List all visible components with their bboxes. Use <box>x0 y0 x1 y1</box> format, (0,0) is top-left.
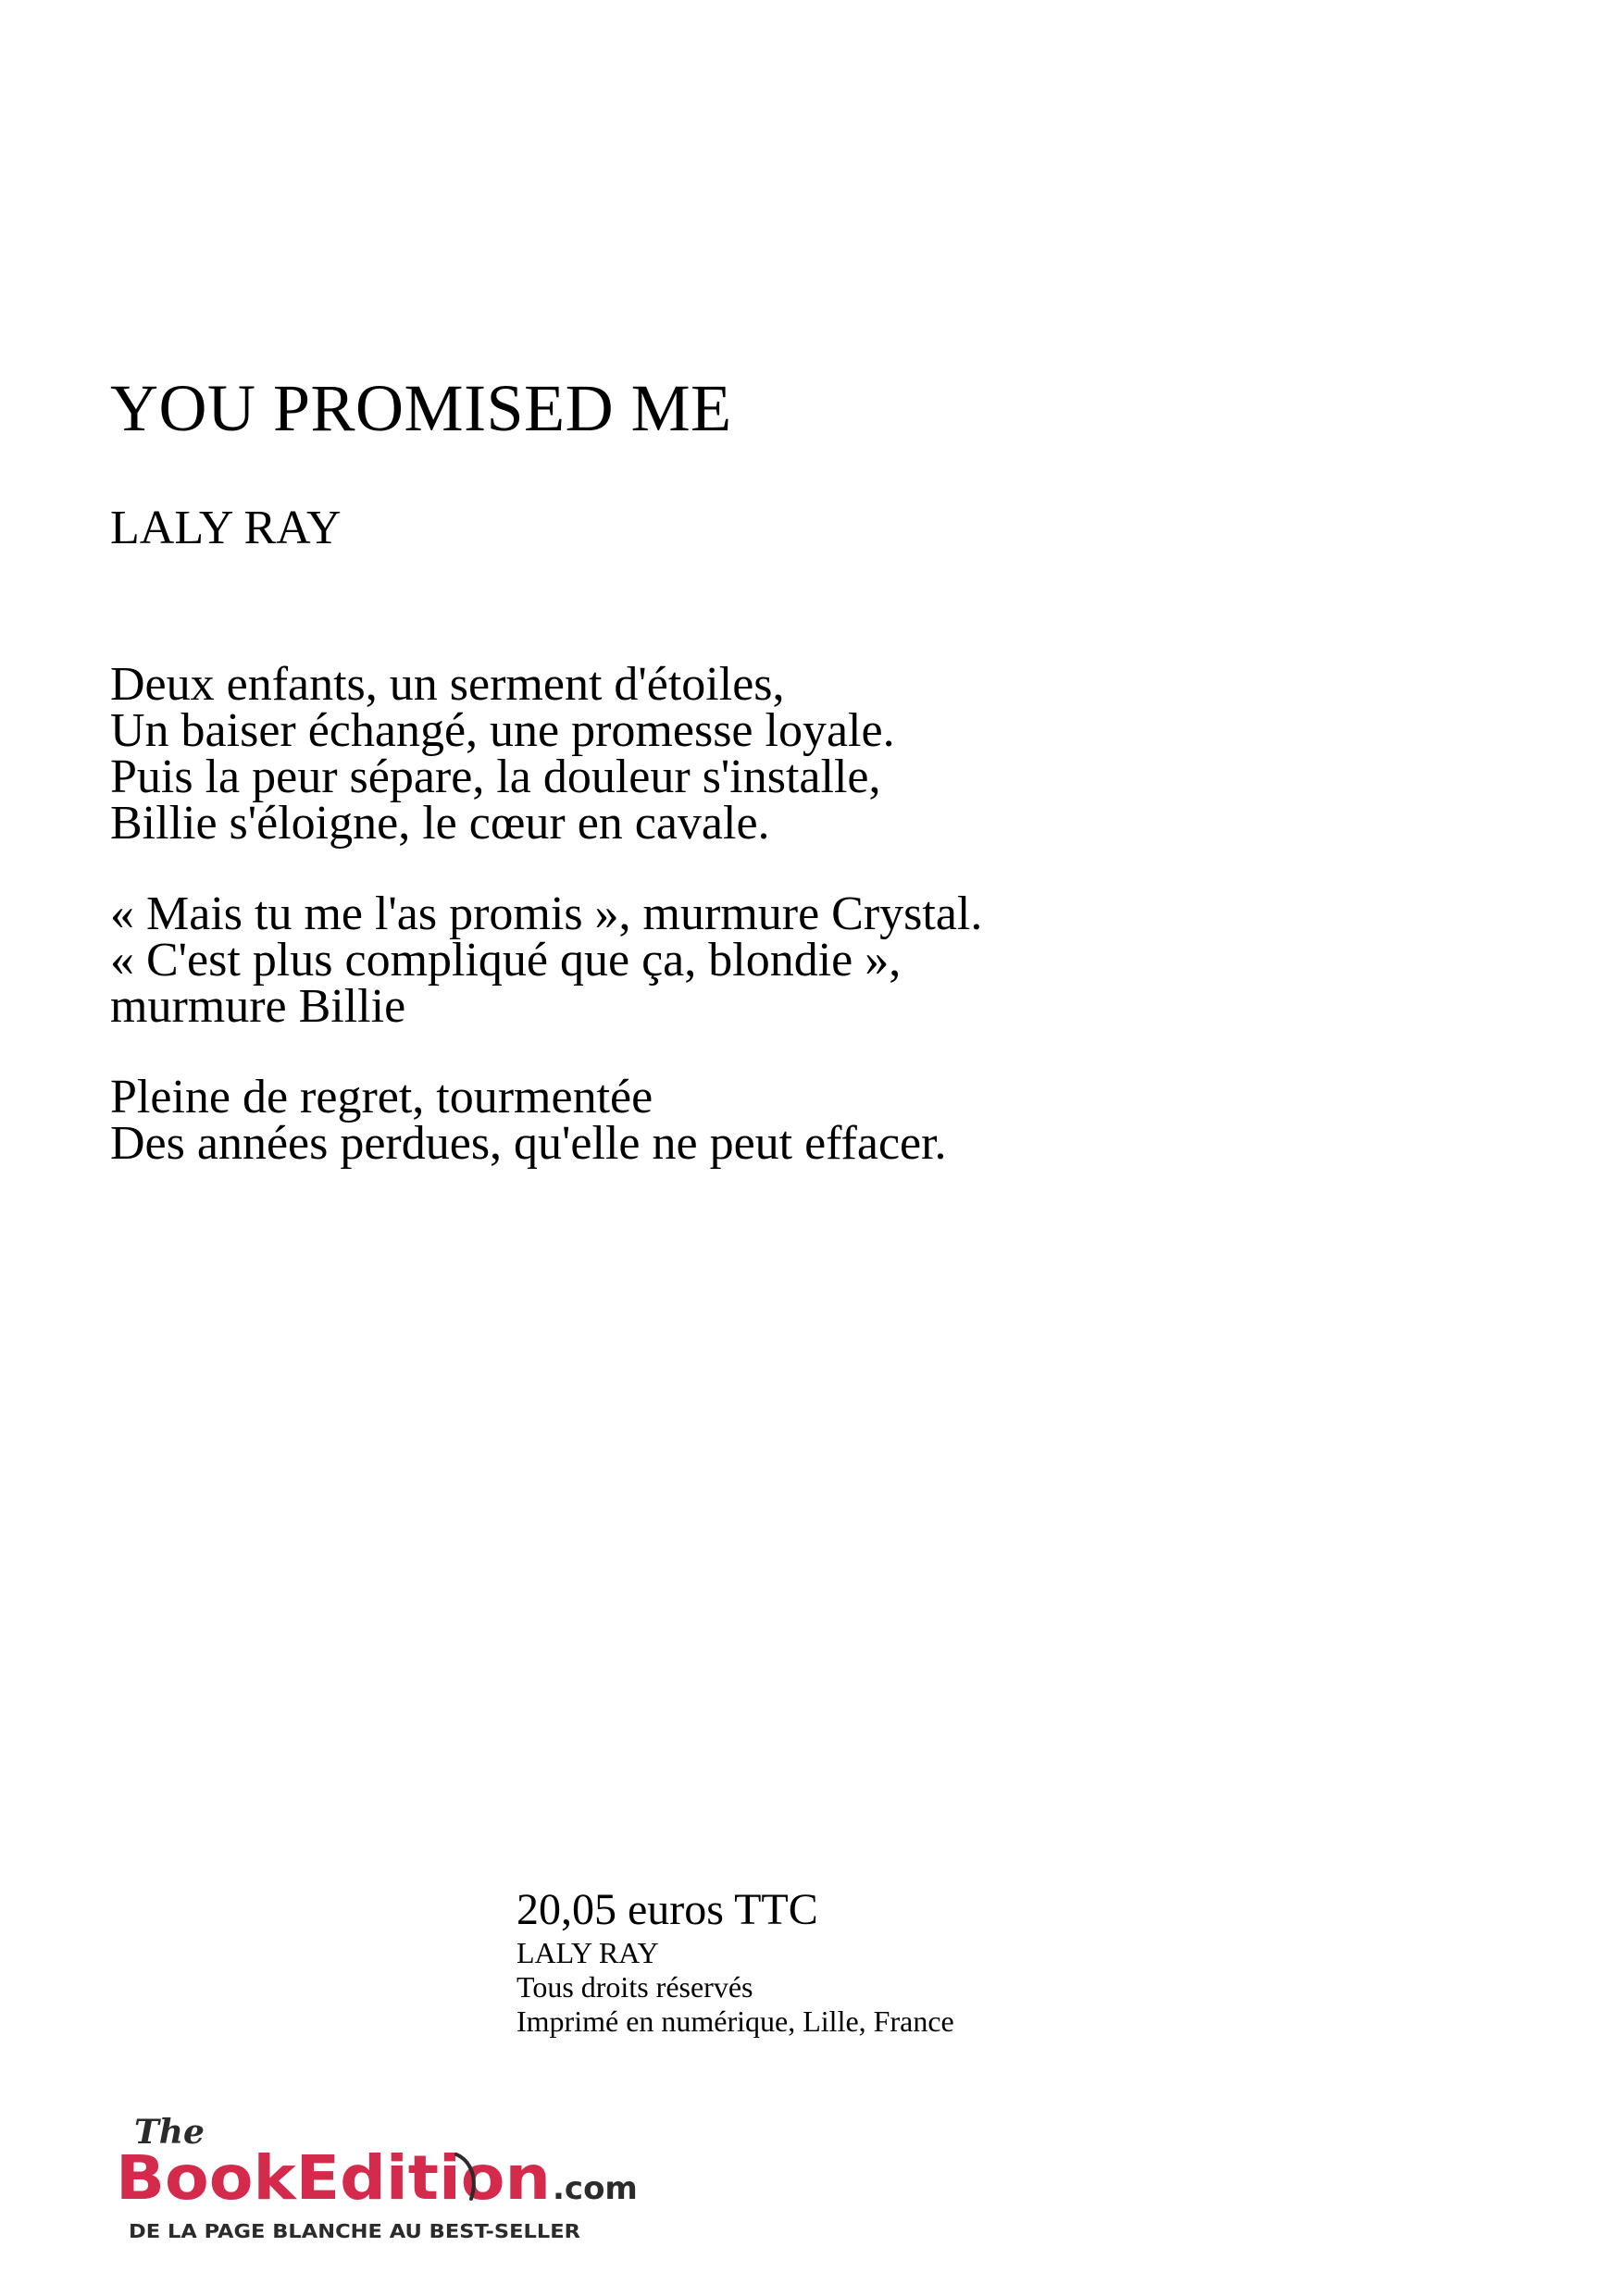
poem-line: Un baiser échangé, une promesse loyale. <box>110 704 895 757</box>
print-location: Imprimé en numérique, Lille, France <box>517 2004 954 2038</box>
poem-stanza <box>110 658 1499 850</box>
poem-line: murmure Billie <box>110 980 406 1033</box>
logo-domain: .com <box>553 2170 638 2207</box>
poem <box>110 658 1499 1211</box>
colophon-author: LALY RAY <box>517 1936 659 1969</box>
poem-line: Pleine de regret, tourmentée <box>110 1071 653 1123</box>
bookedition-logo <box>116 2108 653 2247</box>
poem-stanza <box>110 1071 1499 1170</box>
logo-tagline: DE LA PAGE BLANCHE AU BEST-SELLER <box>129 2220 580 2242</box>
logo-the: The <box>134 2113 205 2152</box>
poem-line: « Mais tu me l'as promis », murmure Crystal. <box>110 887 983 940</box>
poem-line: « C'est plus compliqué que ça, blondie », <box>110 934 902 987</box>
poem-stanza <box>110 887 1499 1033</box>
poem-line: Des années perdues, qu'elle ne peut effacer. <box>110 1117 947 1170</box>
price: 20,05 euros TTC <box>517 1885 818 1934</box>
colophon <box>517 1884 954 2039</box>
poem-line: Billie s'éloigne, le cœur en cavale. <box>110 797 770 850</box>
book-title: YOU PROMISED ME <box>110 371 732 445</box>
poem-line: Deux enfants, un serment d'étoiles, <box>110 658 785 711</box>
rights-notice: Tous droits réservés <box>517 1970 753 2004</box>
poem-line: Puis la peur sépare, la douleur s'installe, <box>110 751 881 803</box>
logo-name: BookEdition <box>116 2142 551 2214</box>
book-author: LALY RAY <box>110 502 342 554</box>
